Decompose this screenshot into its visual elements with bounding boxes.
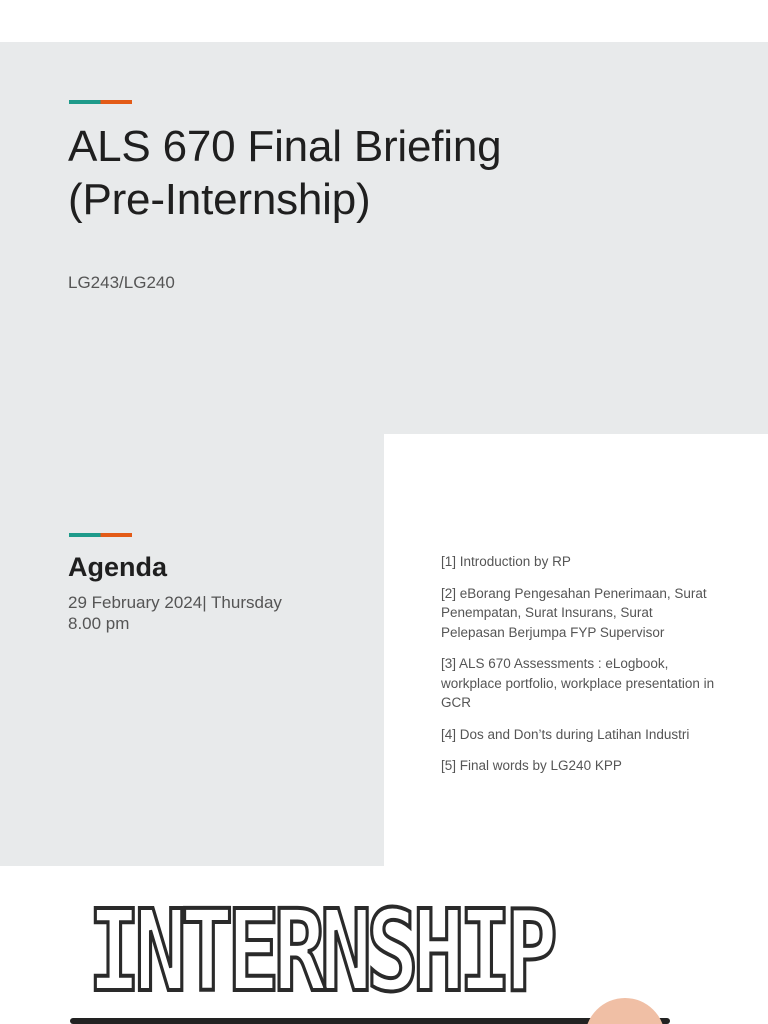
agenda-list bbox=[441, 552, 717, 788]
slide-title bbox=[68, 120, 708, 226]
title-slide bbox=[0, 42, 768, 434]
internship-sketch-text: INTERNSHIP bbox=[88, 887, 552, 1017]
agenda-items-panel bbox=[384, 434, 768, 866]
agenda-panel bbox=[0, 434, 384, 866]
agenda-title: Agenda bbox=[68, 552, 168, 582]
accent-bar bbox=[69, 533, 132, 537]
agenda-time: 8.00 pm bbox=[68, 614, 130, 633]
agenda-item: [1] Introduction by RP bbox=[441, 554, 571, 569]
marker-underline bbox=[70, 1018, 670, 1024]
title-line-1: ALS 670 Final Briefing bbox=[68, 122, 502, 171]
internship-image bbox=[0, 866, 768, 1024]
agenda-item: [3] ALS 670 Assessments : eLogbook, workplace portfolio, workplace presentation in GCR bbox=[441, 656, 715, 710]
hand-icon bbox=[585, 998, 665, 1024]
agenda-item: [2] eBorang Pengesahan Penerimaan, Surat Penempatan, Surat Insurans, Surat Pelepasan Berjumpa FYP Supervisor bbox=[441, 585, 707, 640]
agenda-date-line-1: 29 February 2024| Thursday bbox=[68, 593, 282, 612]
slide-subtitle: LG243/LG240 bbox=[68, 273, 175, 292]
agenda-item: [5] Final words by LG240 KPP bbox=[441, 758, 622, 773]
accent-bar bbox=[69, 100, 132, 104]
agenda-date bbox=[68, 592, 368, 634]
title-line-2: (Pre-Internship) bbox=[68, 175, 371, 224]
agenda-item: [4] Dos and Don’ts during Latihan Industri bbox=[441, 726, 690, 742]
